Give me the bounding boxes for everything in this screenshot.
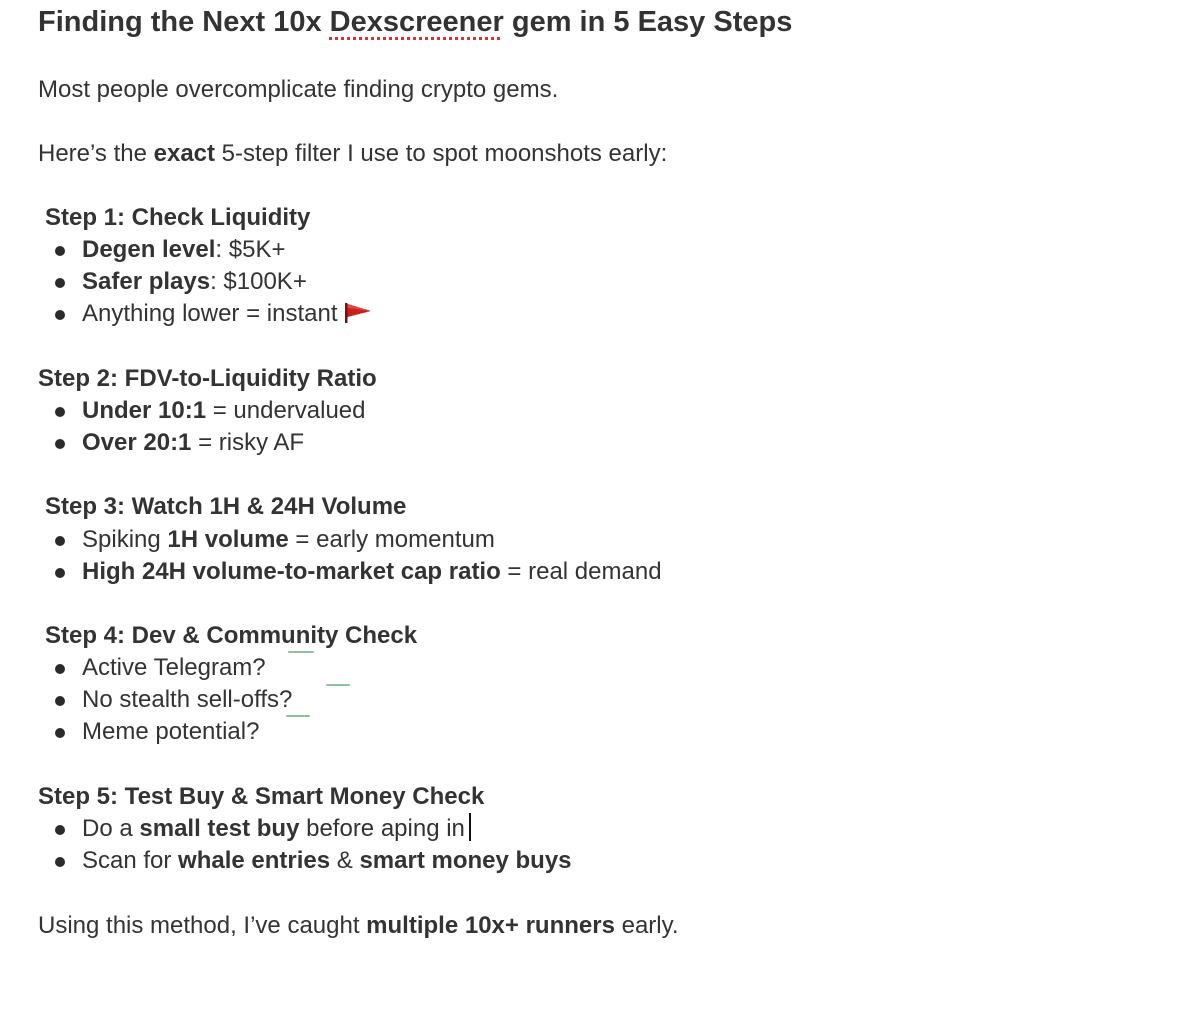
step-5-heading: Step 5: Test Buy & Smart Money Check: [38, 783, 485, 810]
conclusion: [38, 910, 679, 942]
step-1-heading: Step 1: Check Liquidity: [45, 204, 311, 231]
step-4-list: [0, 652, 292, 748]
red-flag-icon: [343, 301, 373, 333]
bullet: [55, 536, 65, 546]
item-text: = real demand: [500, 558, 662, 585]
list-item: [0, 716, 292, 748]
item-bold: whale entries: [178, 847, 331, 874]
intro-line-2: [38, 138, 667, 170]
bullet: [55, 696, 65, 706]
item-bold: small test buy: [139, 815, 300, 842]
grammar-mark[interactable]: [326, 684, 350, 686]
list-item: [0, 813, 572, 845]
item-text: No stealth sell-offs?: [82, 686, 293, 713]
item-text: : $100K+: [210, 268, 307, 295]
item-bold: Under 10:1: [82, 397, 207, 424]
list-item: [0, 845, 572, 877]
item-text: : $5K+: [215, 236, 286, 263]
list-item: [0, 427, 366, 459]
step-2-heading: Step 2: FDV-to-Liquidity Ratio: [38, 365, 377, 392]
list-item: [0, 298, 373, 333]
step-3-list: [0, 524, 662, 588]
step-5-list: [0, 813, 572, 877]
bullet: [55, 246, 65, 256]
item-text: Active Telegram?: [82, 654, 266, 681]
item-text: = undervalued: [206, 397, 366, 424]
list-item: [0, 556, 662, 588]
step-4-heading: Step 4: Dev & Community Check: [45, 622, 418, 649]
item-text: = risky AF: [191, 429, 305, 456]
intro-bold: exact: [153, 140, 216, 167]
step-3-heading: Step 3: Watch 1H & 24H Volume: [45, 493, 407, 520]
item-bold: Degen level: [82, 236, 216, 263]
item-text: Spiking: [82, 526, 168, 553]
conclusion-text: Using this method, I’ve caught: [38, 912, 367, 939]
document-title: [38, 2, 792, 42]
item-text: Do a: [82, 815, 140, 842]
list-item: [0, 395, 366, 427]
conclusion-text-end: early.: [614, 912, 679, 939]
bullet: [55, 568, 65, 578]
step-2-list: [0, 395, 366, 459]
item-text-mid: &: [330, 847, 360, 874]
item-text: Anything lower = instant: [82, 300, 338, 327]
item-bold: Over 20:1: [82, 429, 192, 456]
intro-text-end: 5-step filter I use to spot moonshots early:: [215, 140, 668, 167]
bullet: [55, 407, 65, 417]
item-text: Scan for: [82, 847, 179, 874]
item-bold-2: smart money buys: [359, 847, 572, 874]
bullet: [55, 825, 65, 835]
item-bold: 1H volume: [167, 526, 289, 553]
misspelled-word[interactable]: Dexscreener: [329, 6, 504, 38]
item-text: Meme potential?: [82, 718, 260, 745]
grammar-mark[interactable]: [286, 715, 310, 717]
bullet: [55, 728, 65, 738]
step-1-list: [0, 234, 373, 333]
item-text-end: = early momentum: [288, 526, 495, 553]
item-bold: High 24H volume-to-market cap ratio: [82, 558, 501, 585]
text-cursor: [469, 813, 471, 841]
list-item: [0, 652, 292, 684]
bullet: [55, 310, 65, 320]
intro-text: Here’s the: [38, 140, 154, 167]
list-item: [0, 234, 373, 266]
list-item: [0, 684, 292, 716]
grammar-mark[interactable]: [288, 651, 314, 653]
item-bold: Safer plays: [82, 268, 211, 295]
conclusion-bold: multiple 10x+ runners: [366, 912, 615, 939]
title-suffix: gem in 5 Easy Steps: [503, 6, 793, 38]
item-text-end: before aping in: [299, 815, 465, 842]
list-item: [0, 266, 373, 298]
intro-line-1: Most people overcomplicate finding crypto gems.: [38, 76, 559, 103]
bullet: [55, 278, 65, 288]
bullet: [55, 439, 65, 449]
list-item: [0, 524, 662, 556]
bullet: [55, 664, 65, 674]
title-prefix: Finding the Next 10x: [38, 6, 330, 38]
bullet: [55, 857, 65, 867]
